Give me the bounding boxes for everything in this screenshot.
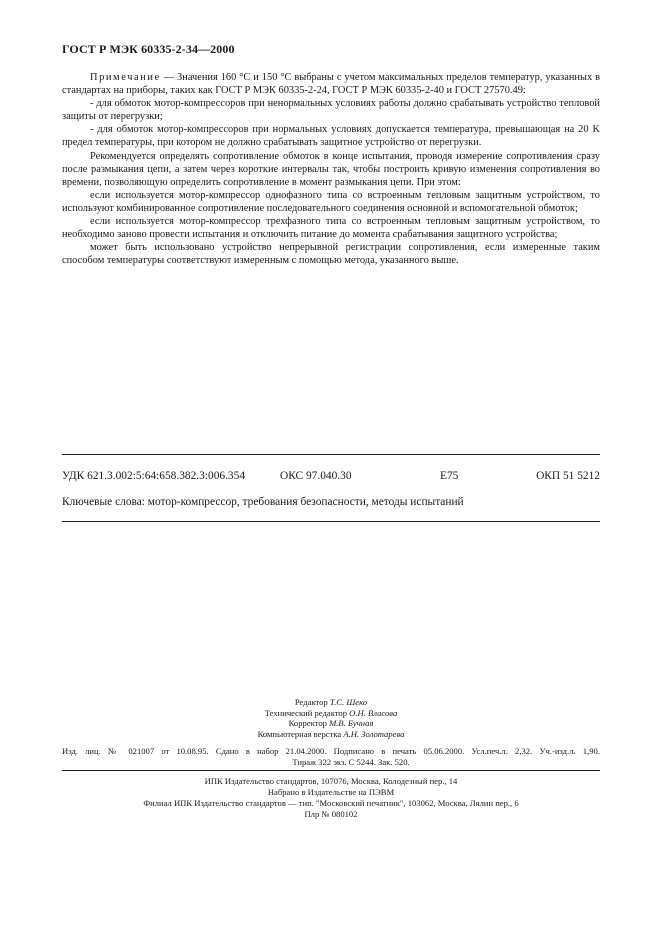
corrector-row xyxy=(62,718,600,729)
publisher-line-4: Плр № 080102 xyxy=(304,809,358,819)
divider-middle xyxy=(62,521,600,522)
corrector-name: М.В. Бучная xyxy=(329,718,374,729)
classification-row xyxy=(62,470,600,486)
paragraph: может быть использовано устройство непрерывной регистрации сопротивления, если измеренные таким способом температуры соответствуют измеренным с помощью метода, указанного выше. xyxy=(62,242,600,267)
layout-label: Компьютерная верстка xyxy=(257,728,342,739)
publisher-line-2: Набрано в Издательстве на ПЭВМ xyxy=(267,787,395,797)
note-paragraph xyxy=(62,71,600,97)
paragraph: - для обмоток мотор-компрессоров при ненормальных условиях работы должно срабатывать устройство тепловой защиты от перегрузки; xyxy=(62,98,600,123)
paragraph: Рекомендуется определять сопротивление обмоток в конце испытания, проводя измерение сопротивления сразу после размыкания цепи, а затем через короткие интервалы так, чтобы построить кривую изменения сопротивления во времени, позволяющую определить сопротивление в момент размыкания цепи. При этом: xyxy=(62,150,600,188)
layout-name: А.Н. Золотарева xyxy=(343,728,405,739)
note-text: — Значения 160 °С и 150 °С выбраны с учетом максимальных пределов температур, указанных в стандартах на приборы, таких как ГОСТ Р МЭК 60335-2-24, ГОСТ Р МЭК 60335-2-40 и ГОСТ 27570.49: xyxy=(62,72,600,97)
body-text xyxy=(62,71,600,267)
imprint-line-2: Тираж 322 экз. С 5244. Зак. 520. xyxy=(292,757,410,767)
editor-name: Т.С. Шеко xyxy=(329,697,368,707)
paragraph: - для обмоток мотор-компрессоров при нормальных условиях допускается температура, превышающая на 20 K предел температуры, при котором не должно срабатывать защитное устройство от перегрузки. xyxy=(62,124,600,149)
tech-editor-name: О.Н. Власова xyxy=(349,707,398,718)
e-code: Е75 xyxy=(440,470,459,482)
tech-editor-label: Технический редактор xyxy=(264,707,347,718)
editors-block xyxy=(62,697,600,739)
publisher-block xyxy=(62,776,600,820)
divider-top xyxy=(62,454,600,455)
publisher-line-1: ИПК Издательство стандартов, 107076, Москва, Колодезный пер., 14 xyxy=(204,776,458,786)
page-header-title: ГОСТ Р МЭК 60335-2-34—2000 xyxy=(62,42,235,56)
corrector-label: Корректор xyxy=(288,718,327,729)
layout-row xyxy=(62,729,600,740)
keywords-line: Ключевые слова: мотор-компрессор, требования безопасности, методы испытаний xyxy=(62,496,464,508)
imprint-block xyxy=(62,746,600,768)
oks-code: ОКС 97.040.30 xyxy=(280,470,352,482)
tech-editor-row xyxy=(62,708,600,719)
okp-code: ОКП 51 5212 xyxy=(536,470,600,482)
imprint-line-1: Изд. лиц. № 021007 от 10.08.95. Сдано в набор 21.04.2000. Подписано в печать 05.06.2000. Усл.печ.л. 2,32. Уч.-изд.л. 1,90. xyxy=(62,746,600,756)
udk-code: УДК 621.3.002:5:64:658.382.3:006.354 xyxy=(62,470,246,482)
paragraph: если используется мотор-компрессор однофазного типа со встроенным тепловым защитным устройством, то используют комбинированное сопротивление последовательного соединения основной и вспомогательной обмоток; xyxy=(62,189,600,214)
note-label: Примечание xyxy=(90,72,161,83)
divider-bottom xyxy=(62,770,600,771)
editor-label: Редактор xyxy=(294,697,328,707)
publisher-line-3: Филиал ИПК Издательство стандартов — тип. "Московский печатник", 103062, Москва, Лялин пер., 6 xyxy=(143,798,519,808)
paragraph: если используется мотор-компрессор трехфазного типа со встроенным тепловым защитным устройством, то необходимо заново провести испытания и отключить питание до момента срабатывания защитного устройства; xyxy=(62,216,600,241)
editor-row xyxy=(62,697,600,708)
